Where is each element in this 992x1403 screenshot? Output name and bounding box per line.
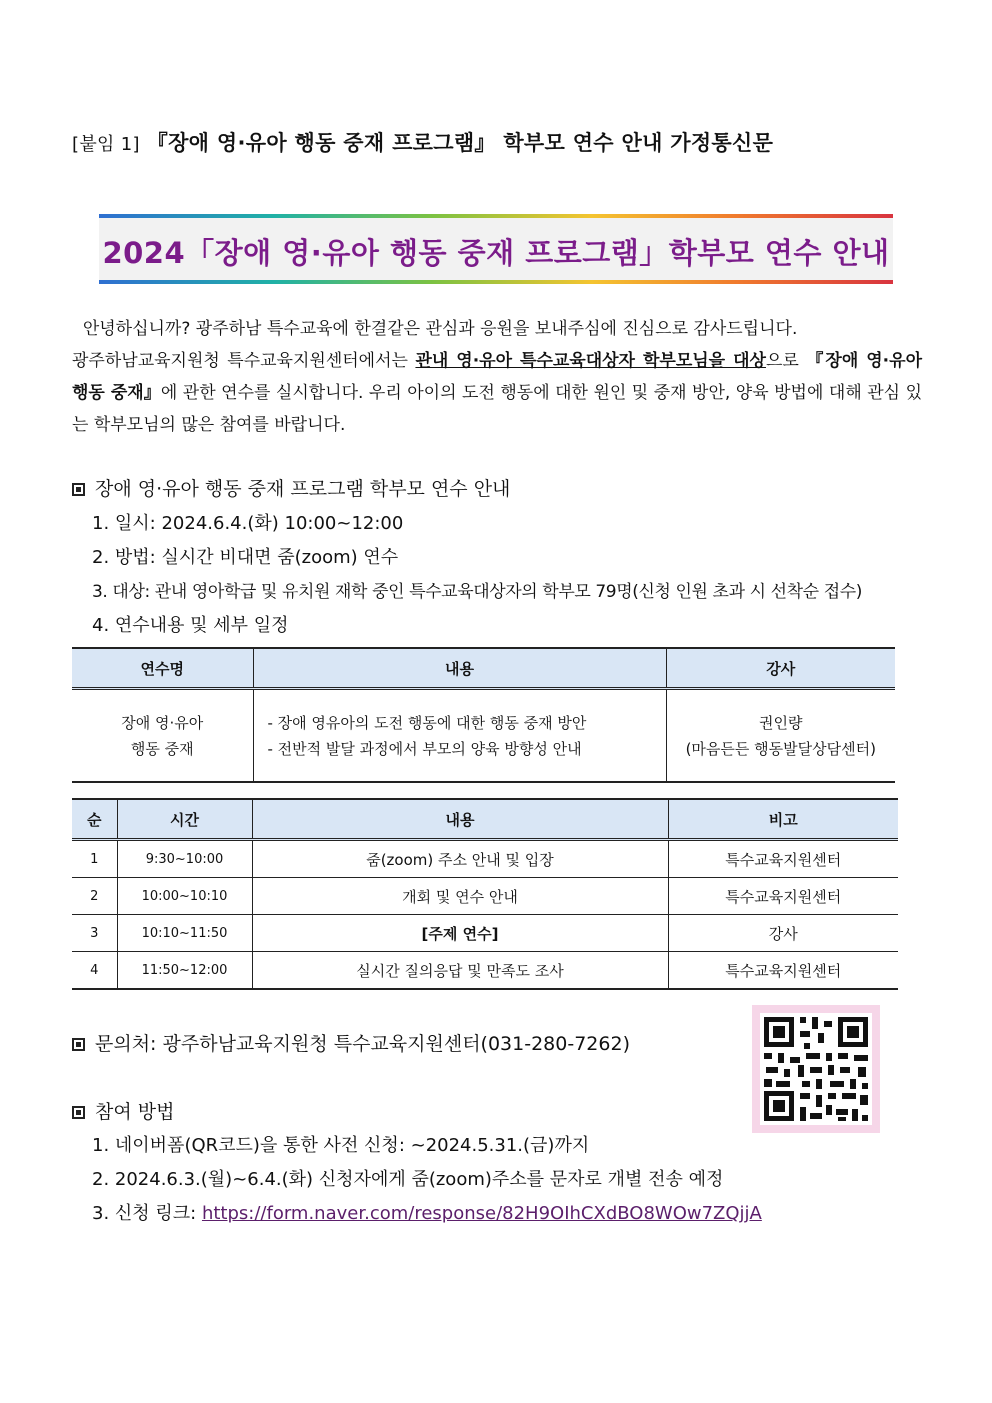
intro-line1: 안녕하십니까? 광주하남 특수교육에 한결같은 관심과 응원을 보내주심에 진심으로 감사드립니다. <box>82 319 798 339</box>
lecturer-cell <box>666 689 895 783</box>
col-header-time: 시간 <box>117 799 252 840</box>
qr-code-icon <box>760 1013 872 1125</box>
training-name-line2: 행동 중재 <box>130 739 194 758</box>
intro-line2d: 에 관한 연수를 실시합니다. 우리 아이의 도전 행동에 대한 원인 및 중재 방안, 양육 방법에 대해 관심 있는 학부모님의 많은 참여를 바랍니다. <box>72 383 922 435</box>
col-header-content: 내용 <box>252 799 668 840</box>
contact-text: 문의처: 광주하남교육지원청 특수교육지원센터(031-280-7262) <box>95 1033 630 1055</box>
row-content: [주제 연수] <box>252 915 668 952</box>
section2-heading <box>72 1097 174 1124</box>
intro-line2a: 광주하남교육지원청 특수교육지원센터에서는 <box>72 351 416 371</box>
section1-heading <box>72 474 510 501</box>
training-content-line1: - 장애 영유아의 도전 행동에 대한 행동 중재 방안 <box>267 713 587 732</box>
lecturer-affiliation: (마음든든 행동발달상담센터) <box>685 739 876 758</box>
section2-item-zoom: 2. 2024.6.3.(월)~6.4.(화) 신청자에게 줌(zoom)주소를 문자로 개별 전송 예정 <box>92 1169 724 1190</box>
square-bullet-icon <box>72 1038 85 1051</box>
table-row <box>72 952 898 990</box>
section1-item-target: 3. 대상: 관내 영아학급 및 유치원 재학 중인 특수교육대상자의 학부모 79명(신청 인원 초과 시 선착순 접수) <box>92 582 862 602</box>
intro-program-name: 『장애 영·유아 행동 중재』 <box>72 351 922 403</box>
title-banner <box>99 214 893 284</box>
col-header-order: 순 <box>72 799 117 840</box>
section1-item-schedule: 4. 연수내용 및 세부 일정 <box>92 615 289 636</box>
training-name-cell <box>72 689 253 783</box>
table-header-row <box>72 648 895 689</box>
intro-paragraph <box>72 313 922 441</box>
col-header-lecturer: 강사 <box>666 648 895 689</box>
section2-item-apply: 1. 네이버폼(QR코드)을 통한 사전 신청: ~2024.5.31.(금)까지 <box>92 1135 590 1156</box>
table-row <box>72 840 898 878</box>
gradient-bar-top <box>99 214 893 218</box>
col-header-name: 연수명 <box>72 648 253 689</box>
col-header-note: 비고 <box>668 799 898 840</box>
col-header-content: 내용 <box>253 648 666 689</box>
table-row <box>72 689 895 783</box>
training-content-line2: - 전반적 발달 과정에서 부모의 양육 방향성 안내 <box>267 739 582 758</box>
schedule-table <box>72 798 898 990</box>
row-note: 강사 <box>668 915 898 952</box>
gradient-bar-bottom <box>99 280 893 284</box>
banner-title: 2024「장애 영·유아 행동 중재 프로그램」학부모 연수 안내 <box>102 236 890 270</box>
section2-title: 참여 방법 <box>95 1101 175 1123</box>
row-time: 10:10~11:50 <box>117 915 252 952</box>
square-bullet-icon <box>72 483 85 496</box>
qr-code[interactable] <box>752 1005 880 1133</box>
row-time: 9:30~10:00 <box>117 840 252 878</box>
row-no: 4 <box>72 952 117 990</box>
table-row <box>72 878 898 915</box>
row-note: 특수교육지원센터 <box>668 878 898 915</box>
attachment-prefix: [붙임 1] <box>72 134 140 155</box>
attachment-heading <box>72 127 773 157</box>
row-no: 3 <box>72 915 117 952</box>
row-no: 2 <box>72 878 117 915</box>
intro-line2b: 으로 <box>765 351 807 371</box>
row-content: 실시간 질의응답 및 만족도 조사 <box>252 952 668 990</box>
row-note: 특수교육지원센터 <box>668 840 898 878</box>
signup-link[interactable]: https://form.naver.com/response/82H9OIhCXdBO8WOw7ZQjjA <box>201 1203 762 1224</box>
table-row <box>72 915 898 952</box>
section1-title: 장애 영·유아 행동 중재 프로그램 학부모 연수 안내 <box>95 478 511 500</box>
attachment-title: 『장애 영·유아 행동 중재 프로그램』 학부모 연수 안내 가정통신문 <box>146 131 774 155</box>
lecturer-name: 권인량 <box>759 713 803 732</box>
training-content-cell <box>253 689 666 783</box>
square-bullet-icon <box>72 1106 85 1119</box>
section2-item-link <box>92 1199 762 1225</box>
row-time: 11:50~12:00 <box>117 952 252 990</box>
training-table <box>72 647 895 783</box>
section1-item-method: 2. 방법: 실시간 비대면 줌(zoom) 연수 <box>92 547 399 568</box>
section1-item-date: 1. 일시: 2024.6.4.(화) 10:00~12:00 <box>92 513 404 534</box>
table-header-row <box>72 799 898 840</box>
contact-line <box>72 1029 630 1056</box>
intro-target-underlined: 관내 영·유아 특수교육대상자 학부모님을 대상 <box>415 351 766 371</box>
row-note: 특수교육지원센터 <box>668 952 898 990</box>
training-name-line1: 장애 영·유아 <box>121 713 204 732</box>
row-no: 1 <box>72 840 117 878</box>
row-content: 개회 및 연수 안내 <box>252 878 668 915</box>
row-content: 줌(zoom) 주소 안내 및 입장 <box>252 840 668 878</box>
link-label: 3. 신청 링크: <box>92 1203 202 1224</box>
row-time: 10:00~10:10 <box>117 878 252 915</box>
